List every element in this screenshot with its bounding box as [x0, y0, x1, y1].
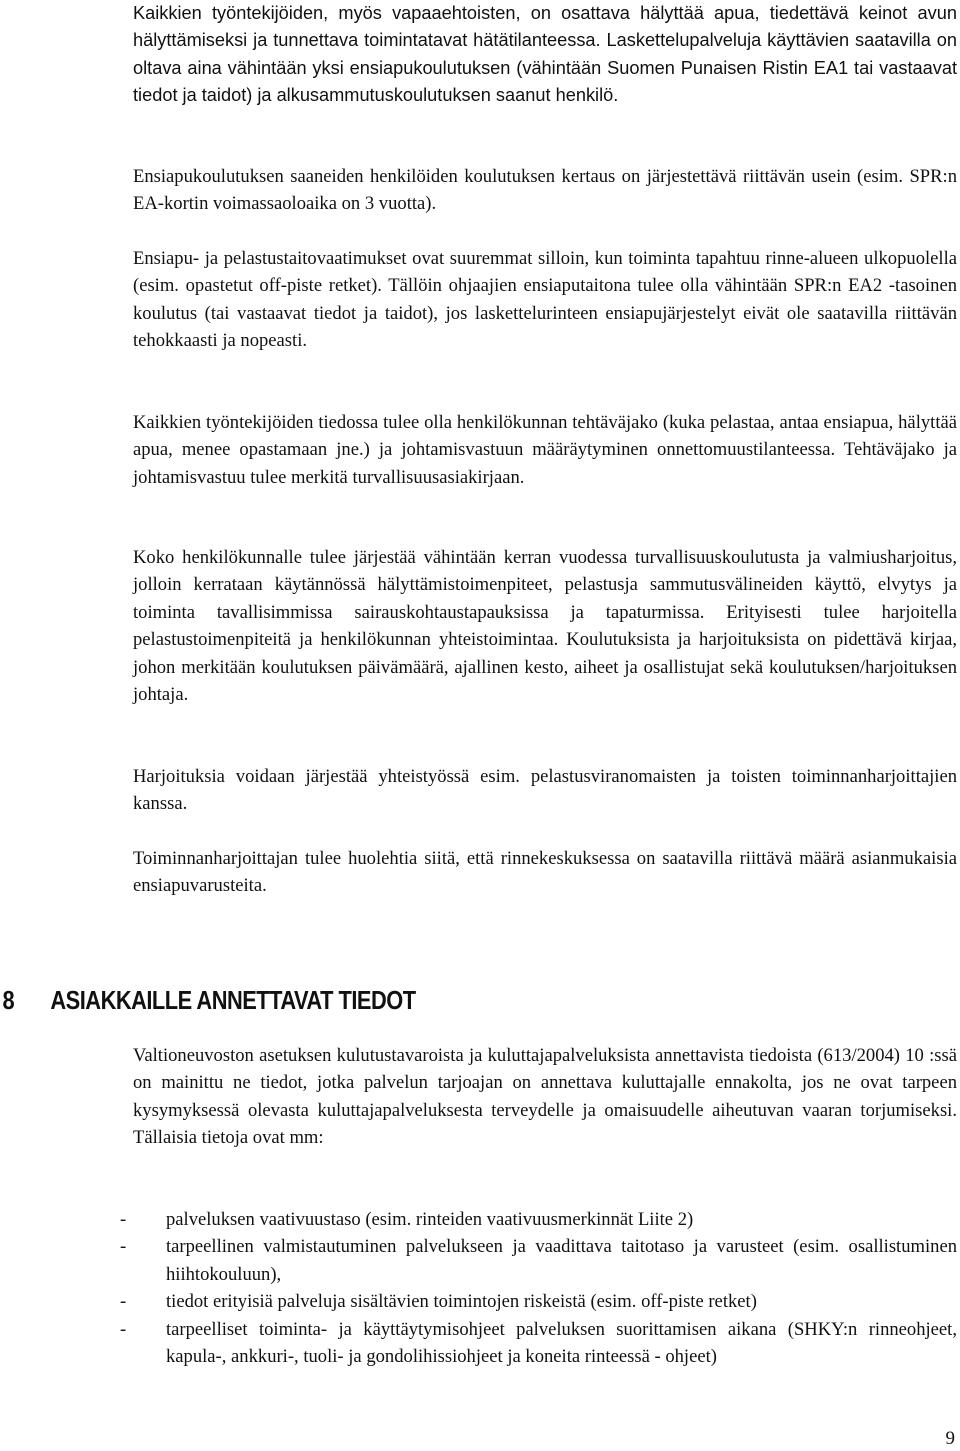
paragraph-first-aid-refresher: Ensiapukoulutuksen saaneiden henkilöiden koulutuksen kertaus on järjestettävä riittävän usein (esim. SPR:n EA-kortin voimassaoloaika on 3 vuotta).: [133, 166, 957, 215]
section-title: ASIAKKAILLE ANNETTAVAT TIEDOT: [50, 985, 416, 1015]
list-dash: -: [120, 1318, 127, 1340]
section-number: 8: [2, 985, 15, 1015]
list-item: [120, 1288, 957, 1315]
info-list: [120, 1206, 957, 1370]
list-dash: -: [120, 1291, 127, 1313]
list-item-text: tarpeelliset toiminta- ja käyttäytymisohjeet palveluksen suorittamisen aikana (SHKY:n rinneohjeet, kapula-, ankkuri-, tuoli- ja gondolihissiohjeet ja koneita rinteessä - ohjeet): [166, 1318, 957, 1368]
list-item-text: palveluksen vaativuustaso (esim. rinteiden vaativuusmerkinnät Liite 2): [166, 1209, 694, 1230]
list-item: [120, 1316, 957, 1371]
paragraph-off-piste-requirements: Ensiapu- ja pelastustaitovaatimukset ovat suuremmat silloin, kun toiminta tapahtuu rinne-alueen ulkopuolella (esim. opastetut off-piste retket). Tällöin ohjaajien ensiaputaitona tulee olla vähintään SPR:n EA2 -tasoinen koulutus (tai vastaavat tiedot ja taidot), jos laskettelurinteen ensiapujärjestelyt eivät ole saatavilla riittävän tehokkaasti ja nopeasti.: [133, 248, 957, 352]
page-number: 9: [945, 1428, 955, 1449]
list-item-text: tarpeellinen valmistautuminen palvelukseen ja vaadittava taitotaso ja varusteet (esim. osallistuminen hiihtokouluun),: [166, 1236, 957, 1285]
paragraph-annual-training: Koko henkilökunnalle tulee järjestää vähintään kerran vuodessa turvallisuuskoulutusta ja valmiusharjoitus, jolloin kerrataan käytännössä hälyttämistoimenpiteet, pelastusja sammutusvälineiden käyttö, elvytys ja toiminta tavallisimmissa sairauskohtaustapauksissa ja tapaturmissa. Erityisesti tulee harjoitella pelastustoimenpiteitä ja henkilökunnan yhteistoimintaa. Koulutuksista ja harjoituksista on pidettävä kirjaa, johon merkitään koulutuksen päivämäärä, ajallinen kesto, aiheet ja osallistujat sekä koulutuksen/harjoituksen johtaja.: [133, 547, 957, 706]
section-intro-paragraph: Valtioneuvoston asetuksen kulutustavaroista ja kuluttajapalveluksista annettavista tiedoista (613/2004) 10 :ssä on mainittu ne tiedot, jotka palvelun tarjoajan on annettava kuluttajalle ennakolta, jos ne ovat tarpeen kysymyksessä olevasta kuluttajapalveluksesta terveydelle ja omaisuudelle aiheutuvan vaaran torjumiseksi. Tällaisia tietoja ovat mm:: [133, 1045, 957, 1149]
paragraph-emergency-alerting: Kaikkien työntekijöiden, myös vapaaehtoisten, on osattava hälyttää apua, tiedettävä keinot avun hälyttämiseksi ja tunnettava toimintatavat hätätilanteessa. Laskettelupalveluja käyttävien saatavilla on oltava aina vähintään yksi ensiapukoulutuksen (vähintään Suomen Punaisen Ristin EA1 tai vastaavat tiedot ja taidot) ja alkusammutuskoulutuksen saanut henkilö.: [133, 3, 957, 106]
paragraph-joint-exercises: Harjoituksia voidaan järjestää yhteistyössä esim. pelastusviranomaisten ja toisten toiminnanharjoittajien kanssa.: [133, 766, 957, 815]
section-heading: [0, 975, 806, 1021]
list-item: [120, 1233, 957, 1288]
paragraph-task-division: Kaikkien työntekijöiden tiedossa tulee olla henkilökunnan tehtäväjako (kuka pelastaa, antaa ensiapua, hälyttää apua, menee opastamaan jne.) ja johtamisvastuun määräytyminen onnettomuustilanteessa. Tehtäväjako ja johtamisvastuu tulee merkitä turvallisuusasiakirjaan.: [133, 412, 957, 488]
list-dash: -: [120, 1209, 127, 1230]
list-dash: -: [120, 1236, 127, 1258]
paragraph-first-aid-equipment: Toiminnanharjoittajan tulee huolehtia siitä, että rinnekeskuksessa on saatavilla riittävä määrä asianmukaisia ensiapuvarusteita.: [133, 848, 957, 897]
list-item-text: tiedot erityisiä palveluja sisältävien toimintojen riskeistä (esim. off-piste retket): [166, 1291, 757, 1313]
list-item: [120, 1206, 957, 1233]
